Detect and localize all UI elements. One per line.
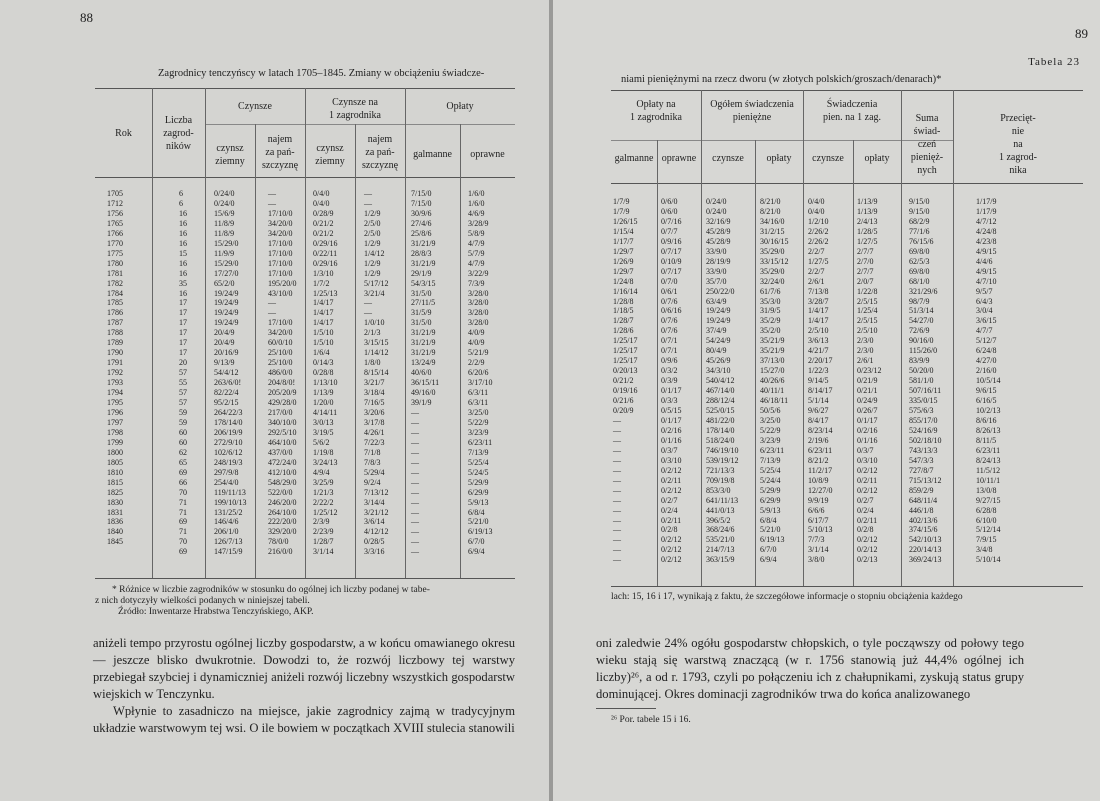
header-galmanne: galmanne (413, 149, 452, 160)
header-suma: Suma świad- czeń pienięż- nych (910, 113, 944, 176)
col-liczba: 6 6 16 16 16 16 15 16 16 35 16 17 17 17 17 17 17 20 57 55 57 57 59 59 60 60 62 65 69 66 70 71 71 69 71 70 69 (179, 189, 187, 557)
col-rok: 1705 1712 1756 1765 1766 1770 1775 1780 1781 1782 1784 1785 1786 1787 1788 1789 1790 1791 1792 1793 1794 1795 1796 1797 1798 1799 1800 1805 1810 1815 1825 1830 1831 1836 1840 1845 (107, 189, 123, 547)
col-oplaty-2: 1/13/9 1/13/9 2/4/13 1/28/5 1/27/5 2/7/7 2/7/0 2/7/7 2/0/7 1/22/8 2/5/15 1/25/4 2/5/15 2/5/10 2/3/0 2/3/0 2/6/1 0/23/12 0/21/9 0/21/1 0/24/9 0/26/7 0/1/17 0/2/16 0/1/16 0/3/7 0/3/10 0/2/12 0/2/11 0/2/12 0/2/7 0/2/4 0/2/11 0/2/8 0/2/12 0/2/12 0/2/13 (857, 197, 882, 565)
left-page (0, 0, 549, 801)
col-najem-2: — — 1/2/9 2/5/0 2/5/0 1/2/9 1/4/12 1/2/9 1/2/9 5/17/12 3/21/4 — — 1/0/10 2/1/3 3/15/15 1/14/12 1/8/0 8/15/14 3/21/7 3/18/4 7/16/5 3/20/6 3/17/8 4/26/1 7/22/3 7/1/8 7/8/3 5/29/4 9/2/4 7/13/12 3/14/4 3/21/12 3/6/14 4/12/12 0/28/5 3/3/16 (364, 189, 389, 557)
col-najem: — — 17/10/0 34/20/0 34/20/0 17/10/0 17/10/0 17/10/0 17/10/0 195/20/0 43/10/0 — — 17/10/0 34/20/0 60/0/10 25/10/0 25/10/0 486/0/0 204/8/0! 205/20/9 429/28/0 217/0/0 340/10/0 292/5/10 464/10/0 437/0/0 472/24/0 412/10/0 548/29/0 522/0/0 246/20/0 264/10/0 222/20/0 329/20/0 78/0/0 216/0/0 (268, 189, 297, 557)
header-najem: najem za pań- szczyznę (261, 134, 299, 171)
col-oprawne: 0/6/0 0/6/0 0/7/16 0/7/7 0/9/16 0/7/17 0/10/9 0/7/17 0/7/0 0/6/1 0/7/6 0/6/16 0/7/6 0/7/6 0/7/1 0/7/1 0/9/6 0/3/2 0/3/9 0/1/17 0/3/3 0/5/15 0/1/17 0/2/16 0/1/16 0/3/7 0/3/10 0/2/12 0/2/11 0/2/12 0/2/7 0/2/4 0/2/11 0/2/8 0/2/12 0/2/12 0/2/12 (661, 197, 682, 565)
header-swiadczenia: Świadczenia pien. na 1 zag. (822, 99, 882, 123)
footnote: ²⁶ Por. tabele 15 i 16. (611, 715, 691, 725)
right-page (553, 0, 1100, 801)
header-mid-rule (205, 124, 515, 125)
page-number: 89 (1075, 26, 1088, 41)
col-czynsze: 0/24/0 0/24/0 32/16/9 45/28/9 45/28/9 33/9/0 28/19/9 33/9/0 35/7/0 250/22/0 63/4/9 19/24/9 19/24/9 37/4/9 54/24/9 80/4/9 45/26/9 34/3/10 540/4/12 467/14/0 288/12/4 525/0/15 481/22/0 178/14/0 518/24/0 746/19/10 539/19/12 721/13/3 709/19/8 853/3/0 641/11/13 441/0/13 396/5/2 368/24/6 535/21/0 214/7/13 363/15/9 (706, 197, 739, 565)
col-czynsze-2: 0/4/0 0/4/0 1/2/10 2/26/2 2/26/2 2/2/7 1/27/5 2/2/7 2/6/1 7/13/8 3/28/7 1/4/17 1/4/17 2/5/10 3/6/13 4/21/7 2/20/17 1/22/3 9/14/5 8/14/17 5/1/14 9/6/27 8/4/17 8/23/14 2/19/6 6/23/11 8/21/2 11/2/17 10/8/9 12/27/0 9/9/19 6/6/6 6/17/7 5/10/13 7/7/3 3/1/14 3/8/0 (808, 197, 833, 565)
body-text (93, 635, 515, 737)
body-paragraph-2: Wpłynie to zasadniczo na miejsce, jakie zagrodnicy zajmą w tradycyjnym układzie warstwowym tej wsi. O ile bowiem w początkach XVIII stulecia stanowili (93, 704, 515, 735)
col-oprawne: 1/6/0 1/6/0 4/6/9 3/28/9 5/8/9 4/7/9 5/7/9 4/7/9 3/22/9 7/3/9 3/28/0 3/28/0 3/28/0 3/28/0 4/0/9 4/0/9 5/21/9 2/2/9 6/20/6 3/17/10 6/3/11 6/3/11 3/25/0 5/22/9 3/23/9 6/23/11 7/13/9 5/25/4 5/24/5 5/29/9 6/29/9 5/9/13 6/8/4 5/21/0 6/19/13 6/7/0 6/9/4 (468, 189, 493, 557)
table-bottom-rule (611, 586, 1083, 587)
table-source: Źródło: Inwentarze Hrabstwa Tenczyńskiego, AKP. (118, 607, 314, 617)
col-galmanne: 7/15/0 7/15/0 30/9/6 27/4/6 25/8/6 31/21/9 28/8/3 31/21/9 29/1/9 54/3/15 31/5/0 27/11/5 31/5/9 31/5/0 31/21/9 31/21/9 31/21/9 13/24/9 40/6/0 36/15/11 49/16/0 39/1/9 — — — — — — — — — — — — — — — (411, 189, 440, 557)
header-przecietnie: Przecięt- nie na 1 zagrod- nika (998, 113, 1038, 176)
header-bottom-rule (611, 183, 1083, 184)
col-czynsz-ziemny: 0/24/0 0/24/0 15/6/9 11/8/9 11/8/9 15/29/0 11/9/9 15/29/0 17/27/0 65/2/0 19/24/9 19/24/9 19/24/9 19/24/9 20/4/9 20/4/9 20/16/9 9/13/9 54/4/12 263/6/0! 82/22/4 95/2/15 264/22/3 178/14/0 206/19/9 272/9/10 102/6/12 248/19/3 297/9/8 254/4/0 119/11/13 199/10/13 131/25/2 146/4/6 206/1/0 126/7/13 147/15/9 (214, 189, 247, 557)
header-oprawne: oprawne (470, 149, 505, 160)
table-note-1: lach: 15, 16 i 17, wynikają z faktu, że szczegółowe informacje o stopniu obciążenia każdego (611, 592, 963, 602)
table-top-rule (611, 90, 1083, 91)
header-ogolem: Ogółem świadczenia pieniężne (710, 99, 794, 123)
header-czynsz-ziemny: czynsz ziemny (215, 143, 245, 167)
header-czynsz-ziemny-2: czynsz ziemny (315, 143, 345, 167)
table-caption: niami pieniężnymi na rzecz dworu (w złotych polskich/groszach/denarach)* (621, 74, 942, 85)
header-czynsze: czynsze (712, 153, 744, 164)
header-rok: Rok (115, 128, 132, 139)
header-oplaty: Opłaty (446, 101, 474, 112)
table-caption: Zagrodnicy tenczyńscy w latach 1705–1845. Zmiany w obciążeniu świadcze- (158, 68, 485, 79)
page-number: 88 (80, 10, 93, 25)
header-galmanne: galmanne (614, 153, 654, 164)
col-galmanne: 1/7/9 1/7/9 1/26/15 1/15/4 1/17/7 1/29/7 1/26/9 1/29/7 1/24/8 1/16/14 1/28/8 1/18/5 1/28/7 1/28/6 1/25/17 1/25/17 1/25/17 0/20/13 0/21/2 0/19/16 0/21/6 0/20/9 — — — — — — — — — — — — — — — (613, 197, 638, 565)
body-paragraph-1: aniżeli tempo przyrostu ogólnej liczby gospodarstw, a w końcu omawianego okresu — jeszcze blisko dwukrotnie. Dowodzi to, że rozwój liczbowy tej warstwy przebiegał szybciej i dynamiczniej aniżeli rozwój liczebny wszystkich gospodarstw wiejskich w Tenczynku. (93, 636, 516, 701)
body-text: oni zaledwie 24% ogółu gospodarstw chłopskich, o tyle począwszy od połowy tego wieku stają się warstwą znaczącą (w r. 1756 stanowią już 44,4% ogólnej ich liczby)²⁶, a od r. 1793, czyli po połączeniu ich z chałupnikami, zyskują status grupy dominującej. Okres dominacji zagrodników trwa do końca analizowanego (596, 636, 1024, 701)
table-label: Tabela 23 (1028, 56, 1080, 68)
col-czynsz-ziemny-2: 0/4/0 0/4/0 0/28/9 0/21/2 0/21/2 0/29/16 0/22/11 0/29/16 1/3/10 1/7/2 1/25/13 1/4/17 1/4/17 1/4/17 1/5/10 1/5/10 1/6/4 0/14/3 0/28/8 1/13/10 1/13/9 1/20/0 4/14/11 3/0/13 3/19/5 5/6/2 1/19/8 3/24/13 4/9/4 3/25/9 1/21/3 2/22/2 1/25/12 2/3/9 2/23/9 1/28/7 3/1/14 (313, 189, 338, 557)
header-czynsze-na: Czynsze na 1 zagrodnika (329, 97, 381, 121)
header-czynsze-2: czynsze (812, 153, 844, 164)
col-oplaty: 8/21/0 8/21/0 34/16/0 31/2/15 30/16/15 35/29/0 33/15/12 35/29/0 32/24/0 61/7/6 35/3/0 31/9/5 35/2/9 35/2/0 35/21/9 35/21/9 37/13/0 15/27/0 40/26/6 40/11/1 46/18/11 50/5/6 3/25/0 5/22/9 3/23/9 6/23/11 7/13/9 5/25/4 5/24/4 5/29/9 6/29/9 5/9/13 6/8/4 5/21/0 6/19/13 6/7/0 6/9/4 (760, 197, 789, 565)
header-liczba: Liczba zagrod- ników (163, 115, 194, 152)
table-note-1: * Różnice w liczbie zagrodników w stosunku do ogólnej ich liczby podanej w tabe- (112, 585, 430, 595)
col-suma: 9/15/0 9/15/0 68/2/9 77/1/6 76/15/6 69/8/0 62/5/3 69/8/0 68/1/0 321/29/6 98/7/9 51/3/14 54/27/0 72/6/9 90/16/0 115/26/0 83/9/9 50/20/0 581/1/0 507/16/11 335/0/15 575/6/3 855/17/0 524/16/9 502/18/10 743/13/3 547/3/3 727/8/7 715/13/12 859/2/9 648/11/4 446/1/8 402/13/6 374/15/6 542/10/13 220/14/13 369/24/13 (909, 197, 942, 565)
header-najem-2: najem za pań- szczyznę (361, 134, 399, 171)
header-czynsze: Czynsze (238, 101, 272, 112)
header-oplaty: opłaty (766, 153, 792, 164)
header-oprawne: oprawne (661, 153, 697, 164)
table-note-2: z nich dotyczyły wielkości podanych w niniejszej tabeli. (95, 596, 310, 606)
table-bottom-rule (95, 578, 515, 579)
header-oplaty-na: Opłaty na 1 zagrodnika (630, 99, 682, 123)
header-oplaty-2: opłaty (864, 153, 890, 164)
col-przecietnie: 1/17/9 1/17/9 4/7/12 4/24/8 4/23/8 4/9/15 4/4/6 4/9/15 4/7/10 9/5/7 6/4/3 3/0/4 3/6/15 4/7/7 5/12/7 6/24/8 4/27/0 2/16/0 10/5/14 9/6/15 6/16/5 10/2/13 8/6/16 8/26/13 8/11/5 6/23/11 8/24/13 11/5/12 10/11/1 13/0/8 9/27/15 6/28/8 6/10/0 5/12/14 7/9/15 3/4/8 5/10/14 (976, 197, 1001, 565)
